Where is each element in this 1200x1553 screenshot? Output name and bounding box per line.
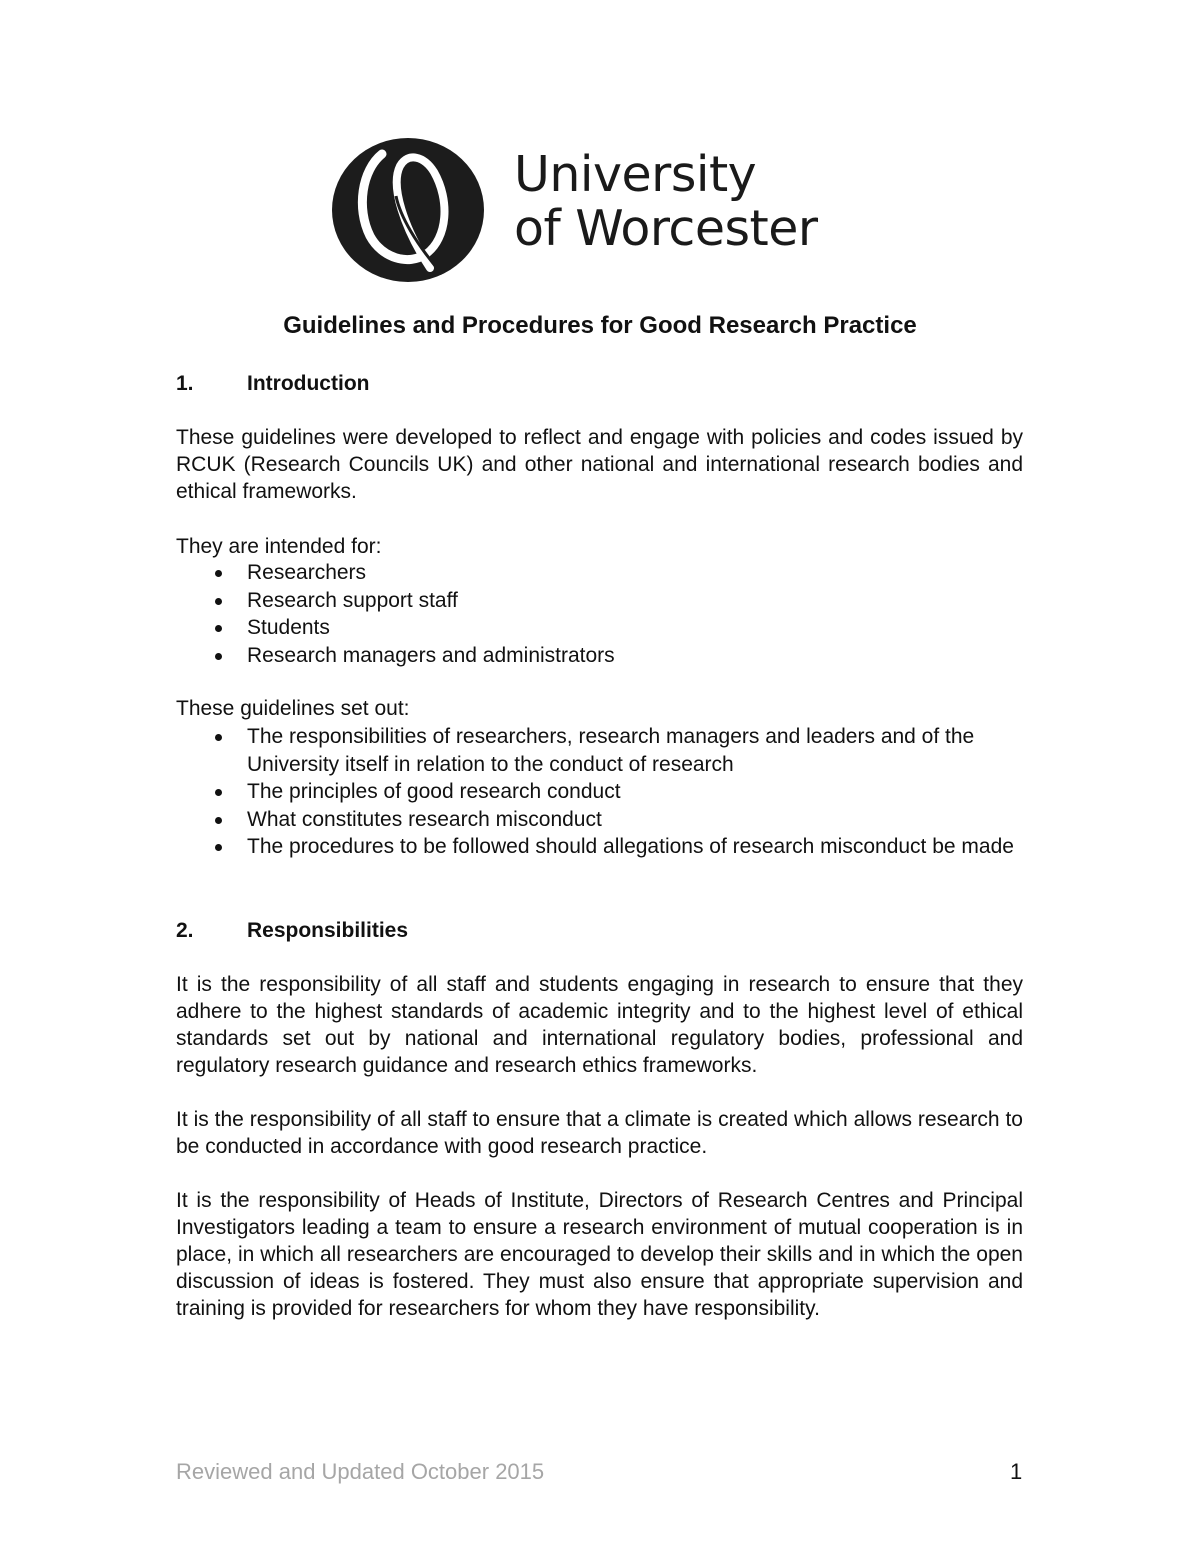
- section-1-paragraph-1: These guidelines were developed to reflect and engage with policies and codes issued by RCUK (Research Councils UK) and other national and international research bodies and ethical frameworks.: [176, 426, 1023, 503]
- bullet-icon: [215, 598, 222, 605]
- section-2-paragraph-2: It is the responsibility of all staff to ensure that a climate is created which allows research to be conducted in accordance with good research practice.: [176, 1108, 1023, 1158]
- bullet-icon: [215, 625, 222, 632]
- section-2-title: Responsibilities: [247, 919, 409, 942]
- bullet-icon: [215, 734, 222, 741]
- section-2-paragraph-3: It is the responsibility of Heads of Institute, Directors of Research Centres and Principal Investigators leading a team to ensure a research environment of mutual cooperation is in place, in which all researchers are encouraged to develop their skills and in which the open discussion of ideas is fostered. They must also ensure that appropriate supervision and training is provided for researchers for whom they have responsibility.: [176, 1189, 1023, 1320]
- bullet-icon: [215, 570, 222, 577]
- logo-line-1: University: [514, 146, 757, 203]
- footer-page-number: 1: [1010, 1459, 1023, 1484]
- section-1-title: Introduction: [247, 372, 370, 395]
- list-item: The principles of good research conduct: [176, 778, 1023, 806]
- page-title: Guidelines and Procedures for Good Research Practice: [283, 312, 917, 339]
- intended-for-list: [176, 559, 1023, 669]
- section-2-paragraph-1: It is the responsibility of all staff and students engaging in research to ensure that they adhere to the highest standards of academic integrity and to the highest level of ethical standards set out by national and international regulatory bodies, professional and regulatory research guidance and research ethics frameworks.: [176, 973, 1023, 1077]
- set-out-list: [176, 723, 1023, 861]
- intended-for-intro: They are intended for:: [176, 535, 382, 558]
- section-1-number: 1.: [176, 372, 194, 395]
- list-item: Researchers: [176, 559, 1023, 587]
- list-item: What constitutes research misconduct: [176, 806, 1023, 834]
- bullet-icon: [215, 844, 222, 851]
- university-logo: [330, 136, 875, 286]
- logo-wordmark: [514, 148, 818, 256]
- section-2-heading: [176, 917, 408, 944]
- bullet-icon: [215, 817, 222, 824]
- bullet-icon: [215, 653, 222, 660]
- bullet-icon: [215, 789, 222, 796]
- university-emblem-icon: [330, 136, 490, 286]
- logo-line-2: of Worcester: [514, 200, 818, 257]
- list-item: Research managers and administrators: [176, 642, 1023, 670]
- list-item: Research support staff: [176, 587, 1023, 615]
- list-item: The responsibilities of researchers, research managers and leaders and of the University itself in relation to the conduct of research: [176, 723, 1023, 778]
- set-out-intro: These guidelines set out:: [176, 697, 410, 720]
- section-1-heading: [176, 370, 369, 397]
- section-2-number: 2.: [176, 919, 194, 942]
- footer-review-note: Reviewed and Updated October 2015: [176, 1459, 545, 1484]
- list-item: The procedures to be followed should allegations of research misconduct be made: [176, 833, 1023, 861]
- list-item: Students: [176, 614, 1023, 642]
